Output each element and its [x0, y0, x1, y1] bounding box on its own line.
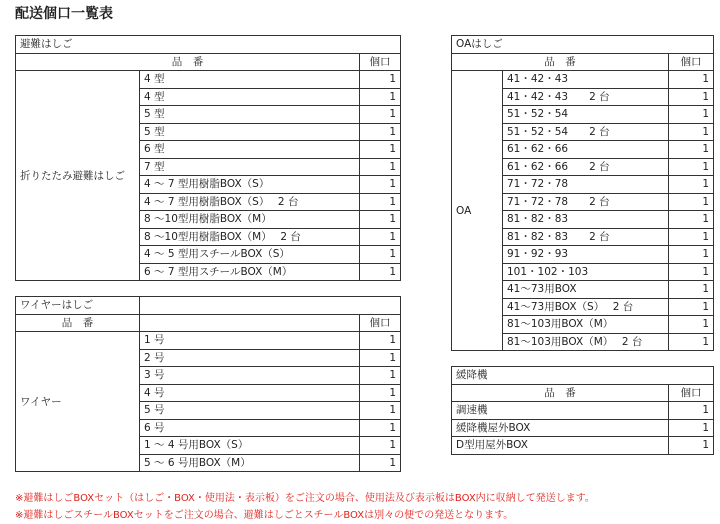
table-row [452, 402, 714, 420]
item-cell: 調速機 [452, 402, 669, 420]
item-cell: 51・52・54 2 台 [503, 123, 669, 141]
qty-cell: 1 [360, 106, 401, 124]
item-cell: 1 ～ 4 号用BOX（S） [140, 437, 360, 455]
item-cell: 5 型 [140, 123, 360, 141]
section-header: 緩降機 [452, 367, 714, 385]
item-cell: 101・102・103 [503, 263, 669, 281]
table-row [452, 419, 714, 437]
qty-cell: 1 [360, 437, 401, 455]
note-line: ※避難はしごBOXセット（はしご・BOX・使用法・表示板）をご注文の場合、使用法及び表示板はBOX内に収納して発送します。 [15, 493, 595, 504]
item-cell: 1 号 [140, 332, 360, 350]
qty-cell: 1 [360, 454, 401, 472]
qty-cell: 1 [669, 281, 714, 299]
column-header-qty: 個口 [669, 384, 714, 402]
table-row [16, 71, 401, 89]
item-cell: 91・92・93 [503, 246, 669, 264]
item-cell: 4 型 [140, 88, 360, 106]
qty-cell: 1 [360, 332, 401, 350]
section-header: OAはしご [452, 36, 714, 54]
column-header-item: 品 番 [16, 53, 360, 71]
qty-cell: 1 [669, 228, 714, 246]
qty-cell: 1 [669, 158, 714, 176]
item-cell: 61・62・66 [503, 141, 669, 159]
qty-cell: 1 [669, 437, 714, 455]
blank-cell [140, 297, 401, 315]
qty-cell: 1 [669, 402, 714, 420]
qty-cell: 1 [360, 349, 401, 367]
table-row [452, 71, 714, 89]
item-cell: 81・82・83 2 台 [503, 228, 669, 246]
qty-cell: 1 [360, 141, 401, 159]
item-cell: 緩降機屋外BOX [452, 419, 669, 437]
item-cell: 5 型 [140, 106, 360, 124]
qty-cell: 1 [360, 88, 401, 106]
item-cell: 41・42・43 2 台 [503, 88, 669, 106]
blank-cell [140, 314, 360, 332]
item-cell: 71・72・78 2 台 [503, 193, 669, 211]
qty-cell: 1 [669, 71, 714, 89]
column-header-item: 品 番 [452, 53, 669, 71]
item-cell: 8 ～10型用樹脂BOX（M） 2 台 [140, 228, 360, 246]
item-cell: 6 号 [140, 419, 360, 437]
qty-cell: 1 [360, 246, 401, 264]
qty-cell: 1 [360, 193, 401, 211]
qty-cell: 1 [360, 263, 401, 281]
qty-cell: 1 [669, 123, 714, 141]
qty-cell: 1 [669, 88, 714, 106]
group-label: ワイヤー [16, 332, 140, 472]
item-cell: 4 ～ 7 型用樹脂BOX（S） [140, 176, 360, 194]
qty-cell: 1 [360, 402, 401, 420]
note-line: ※避難はしごスチールBOXセットをご注文の場合、避難はしごとスチールBOXは別々の便での発送となります。 [15, 510, 514, 521]
table-row [16, 332, 401, 350]
column-header-item: 品 番 [452, 384, 669, 402]
item-cell: 7 型 [140, 158, 360, 176]
item-cell: 51・52・54 [503, 106, 669, 124]
column-header-qty: 個口 [360, 53, 401, 71]
item-cell: 41～73用BOX（S） 2 台 [503, 298, 669, 316]
qty-cell: 1 [360, 158, 401, 176]
item-cell: 4 ～ 7 型用樹脂BOX（S） 2 台 [140, 193, 360, 211]
item-cell: 8 ～10型用樹脂BOX（M） [140, 211, 360, 229]
qty-cell: 1 [360, 384, 401, 402]
item-cell: 81・82・83 [503, 211, 669, 229]
item-cell: 5 号 [140, 402, 360, 420]
item-cell: 6 ～ 7 型用スチールBOX（M） [140, 263, 360, 281]
item-cell: D型用屋外BOX [452, 437, 669, 455]
qty-cell: 1 [669, 316, 714, 334]
page-title: 配送個口一覧表 [15, 6, 113, 22]
item-cell: 4 型 [140, 71, 360, 89]
wire-ladder-table [15, 296, 401, 472]
qty-cell: 1 [669, 141, 714, 159]
item-cell: 3 号 [140, 367, 360, 385]
column-header-qty: 個口 [669, 53, 714, 71]
qty-cell: 1 [360, 176, 401, 194]
qty-cell: 1 [669, 246, 714, 264]
qty-cell: 1 [360, 211, 401, 229]
oa-ladder-table [451, 35, 714, 351]
group-label: OA [452, 71, 503, 351]
item-cell: 4 ～ 5 型用スチールBOX（S） [140, 246, 360, 264]
item-cell: 41～73用BOX [503, 281, 669, 299]
qty-cell: 1 [669, 333, 714, 351]
qty-cell: 1 [360, 367, 401, 385]
descender-table [451, 366, 714, 455]
qty-cell: 1 [669, 176, 714, 194]
item-cell: 81～103用BOX（M） 2 台 [503, 333, 669, 351]
section-header: ワイヤーはしご [16, 297, 140, 315]
item-cell: 2 号 [140, 349, 360, 367]
section-header: 避難はしご [16, 36, 401, 54]
qty-cell: 1 [360, 71, 401, 89]
notes [15, 490, 595, 524]
qty-cell: 1 [669, 211, 714, 229]
item-cell: 41・42・43 [503, 71, 669, 89]
qty-cell: 1 [360, 228, 401, 246]
qty-cell: 1 [360, 419, 401, 437]
column-header-item: 品 番 [16, 314, 140, 332]
qty-cell: 1 [669, 263, 714, 281]
evacuation-ladder-table [15, 35, 401, 281]
qty-cell: 1 [669, 106, 714, 124]
column-header-qty: 個口 [360, 314, 401, 332]
table-row [452, 437, 714, 455]
item-cell: 81～103用BOX（M） [503, 316, 669, 334]
qty-cell: 1 [669, 193, 714, 211]
qty-cell: 1 [669, 419, 714, 437]
item-cell: 6 型 [140, 141, 360, 159]
qty-cell: 1 [360, 123, 401, 141]
item-cell: 5 ～ 6 号用BOX（M） [140, 454, 360, 472]
item-cell: 61・62・66 2 台 [503, 158, 669, 176]
qty-cell: 1 [669, 298, 714, 316]
item-cell: 71・72・78 [503, 176, 669, 194]
group-label: 折りたたみ避難はしご [16, 71, 140, 281]
item-cell: 4 号 [140, 384, 360, 402]
